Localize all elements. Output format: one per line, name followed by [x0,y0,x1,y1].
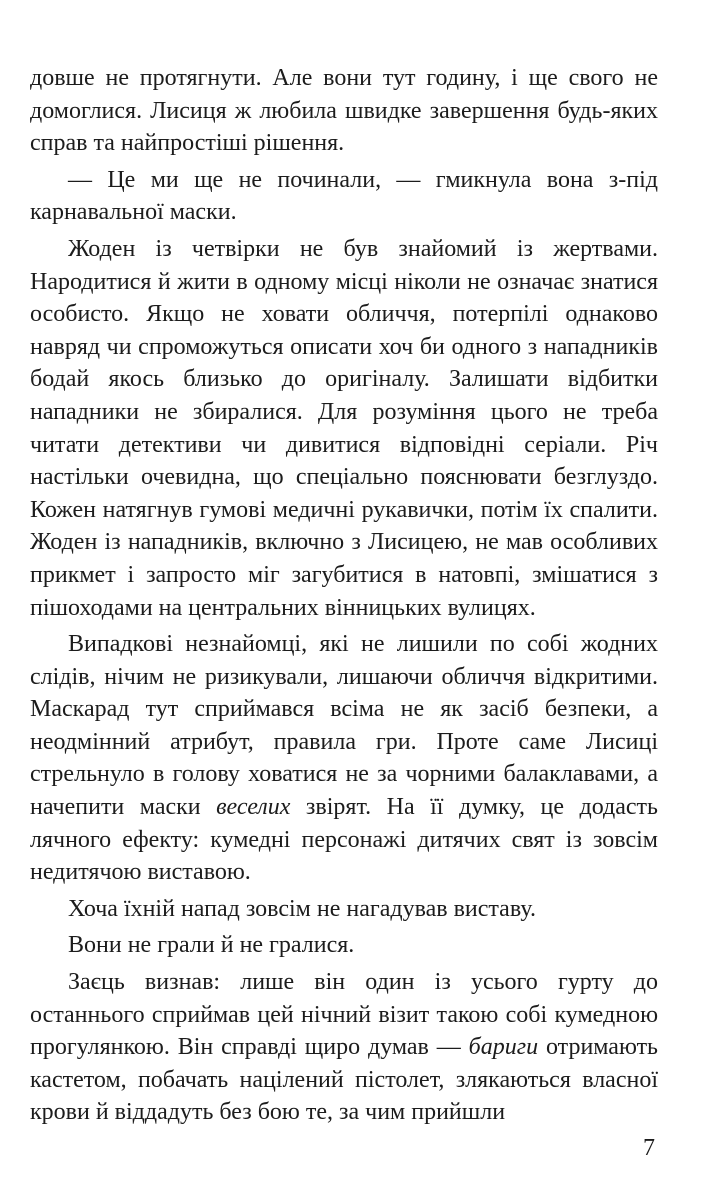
page-number: 7 [643,1135,655,1161]
paragraph-7-text-b: отримають кастетом, побачать націлений пістолет, злякаються власної крови й віддадуть без бою те, за чим прийшли [30,1034,659,1126]
paragraph-7-emphasis: бариги [468,1034,539,1061]
paragraph-1-text: довше не протягнути. Але вони тут годину, і ще свого не домоглися. Лисиця ж любила швидке завершення будь-яких справ та найпростіші рішення. [30,65,658,157]
paragraph-4 [30,628,658,889]
paragraph-7 [30,966,658,1129]
paragraph-7-text-a: Заєць визнав: лише він один із усього гурту до останнього сприймав цей нічний візит такою собі кумедною прогулянкою. Він справді щиро думав — [30,969,658,1061]
paragraph-4-emphasis: веселих [216,794,291,821]
body-text [30,62,658,1133]
paragraph-2 [30,164,658,229]
paragraph-6-text: Вони не грали й не гралися. [68,932,355,959]
paragraph-2-text: — Це ми ще не починали, — гмикнула вона з-під карнавальної маски. [30,166,658,226]
paragraph-3-text: Жоден із четвірки не був знайомий із жертвами. Народитися й жити в одному місці ніколи не означає знатися особисто. Якщо не ховати обличчя, потерпілі однаково навряд чи спроможуться описати хоч би одного з нападників бодай якось близько до оригіналу. Залишати відбитки нападники не збиралися. Для розуміння цього не треба читати детективи чи дивитися відповідні серіали. Річ настільки очевидна, що спеціально пояснювати безглуздо. Кожен натягнув гумові медичні рукавички, потім їх спалити. Жоден із нападників, включно з Лисицею, не мав особливих прикмет і запросто міг загубитися в натовпі, змішатися з пішоходами на центральних вінницьких вулицях. [30,235,658,621]
paragraph-3 [30,233,658,624]
paragraph-1 [30,62,658,160]
paragraph-5 [30,893,658,926]
paragraph-4-text-a: Випадкові незнайомці, які не лишили по собі жодних слідів, нічим не ризикували, лишаючи обличчя відкритими. Маскарад тут сприймався всіма не як засіб безпеки, а неодмінний атрибут, правила гри. Проте саме Лисиці стрельнуло в голову ховатися не за чорними балаклавами, а начепити маски [30,631,658,821]
paragraph-4-text-b: звірят. На її думку, це додасть лячного ефекту: кумедні персонажі дитячих свят із зовсім недитячою виставою. [30,794,658,886]
paragraph-5-text: Хоча їхній напад зовсім не нагадував виставу. [68,895,536,922]
paragraph-6 [30,929,658,962]
